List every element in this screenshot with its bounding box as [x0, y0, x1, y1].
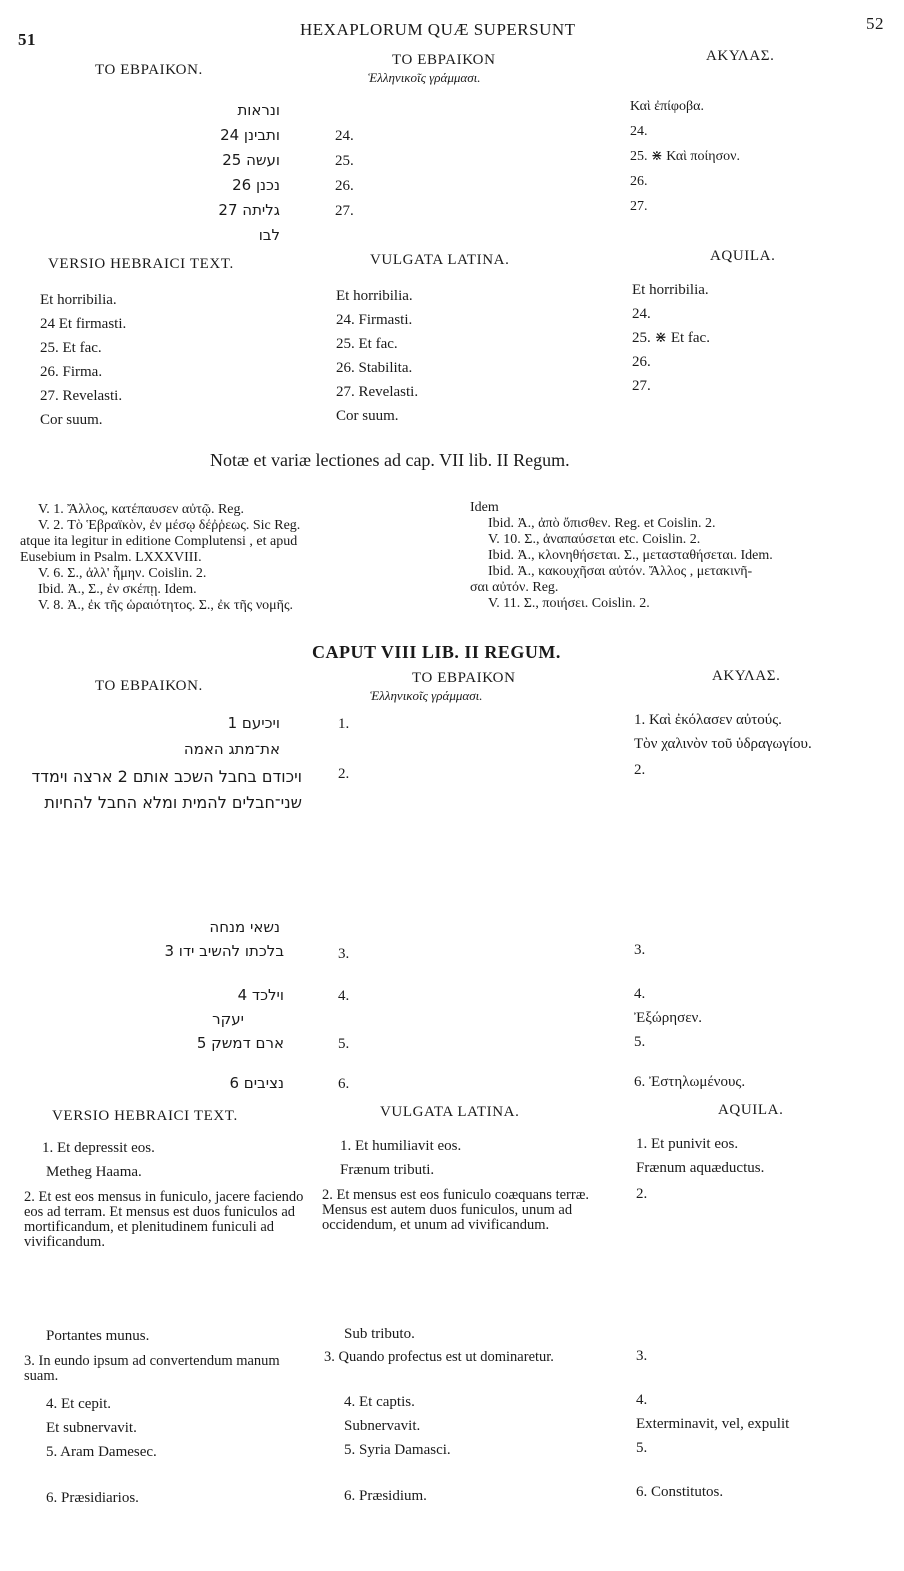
latin-head-aquila: AQUILA.: [710, 248, 776, 264]
aquila-line: 27.: [630, 199, 648, 214]
versio-line: 24 Et firmasti.: [40, 316, 127, 332]
col-head-hebrew-greek-2: ΤΟ ΕΒΡΑΙΚΟΝ: [412, 670, 516, 686]
verse-number: 26.: [335, 178, 354, 194]
vulgata-line: 27. Revelasti.: [336, 384, 419, 400]
verse-number: 27.: [335, 203, 354, 219]
col-head-hebrew-greek: ΤΟ ΕΒΡΑΙΚΟΝ: [392, 52, 496, 68]
vulgata2-v6: 6. Præsidium.: [344, 1488, 427, 1504]
versio-line: Cor suum.: [40, 412, 103, 428]
verse-number: 24.: [335, 128, 354, 144]
note-line: Ibid. Ἀ., ἀπὸ ὄπισθεν. Reg. et Coislin. 2.: [488, 516, 716, 531]
note-line: V. 6. Σ., ἀλλ' ἧμην. Coislin. 2.: [38, 566, 207, 581]
note-line: Ibid. Ἀ., κακουχῆσαι αὐτόν. Ἄλλος , μετακινῆ-: [488, 564, 753, 579]
hebrew-line: לבו: [258, 226, 280, 244]
versio2-v4b: Et subnervavit.: [46, 1420, 137, 1436]
versio2-v4: 4. Et cepit.: [46, 1396, 111, 1412]
versio-line: 25. Et fac.: [40, 340, 102, 356]
col-head-hebrew-greek-sub: Ἑλληνικοῖς γράμμασι.: [368, 70, 481, 85]
aquila2-v6: 6. Constitutos.: [636, 1484, 724, 1500]
vulgata-line: 24. Firmasti.: [336, 312, 413, 328]
versio-line: 27. Revelasti.: [40, 388, 123, 404]
note-line: Idem: [470, 500, 499, 515]
note-line: V. 1. Ἄλλος, κατέπαυσεν αὐτῷ. Reg.: [38, 502, 245, 517]
col-head-aquila: ΑΚΥΛΑΣ.: [706, 48, 775, 64]
greek-translit-block-1: [335, 124, 354, 224]
vulgata2-v4: 4. Et captis.: [344, 1394, 415, 1410]
latin-head-vulgata: VULGATA LATINA.: [370, 252, 510, 268]
greek-num-4: 4.: [338, 988, 350, 1004]
versio2-v1: 1. Et depressit eos.: [42, 1140, 155, 1156]
hebrew-v2: ויכודם בחבל השכב אותם 2 ארצה וימדד שני־חבלים להמית ומלא החבל להחיות: [31, 767, 302, 812]
verse-number: 25.: [335, 153, 354, 169]
col-head-hebrew-2: ΤΟ ΕΒΡΑΙΚΟΝ.: [95, 678, 203, 694]
aquila2-v2: 2.: [636, 1186, 648, 1202]
greek-num-2: 2.: [338, 766, 350, 782]
hebrew-v2b: נשאי מנחה: [209, 918, 280, 936]
aquila-latin-line: 25. ⋇ Et fac.: [632, 330, 710, 346]
vulgata2-v1: 1. Et humiliavit eos.: [340, 1138, 462, 1154]
chapter-title: CAPUT VIII LIB. II REGUM.: [312, 642, 561, 662]
aquila2-v4b: Exterminavit, vel, expulit: [636, 1416, 790, 1432]
vulgata-line: Et horribilia.: [336, 288, 413, 304]
hebrew-line: ונראות: [237, 101, 280, 119]
aquila-v3: 3.: [634, 942, 646, 958]
greek-num-3: 3.: [338, 946, 350, 962]
aquila-v1: 1. Καὶ ἐκόλασεν αὐτούς.: [634, 712, 782, 728]
hebrew-line: נכנן 26: [232, 176, 280, 194]
hebrew-line: גליתה 27: [218, 201, 280, 219]
greek-num-6: 6.: [338, 1076, 350, 1092]
vulgata-block-1: [336, 284, 418, 428]
aquila-greek-block-1: [630, 94, 740, 219]
aquila-line: 25. ⋇ Καὶ ποίησον.: [630, 149, 740, 164]
notes-left-column: [20, 502, 300, 614]
notes-title: Notæ et variæ lectiones ad cap. VII lib. II Regum.: [210, 450, 570, 470]
latin-head-aquila-2: AQUILA.: [718, 1102, 784, 1118]
hebrew-line: ועשה 25: [222, 151, 280, 169]
versio2-v3: 3. In eundo ipsum ad convertendum manum suam.: [24, 1353, 280, 1384]
page-number-left: 51: [18, 30, 36, 49]
aquila-v5: 5.: [634, 1034, 646, 1050]
page-number-right: 52: [866, 14, 884, 33]
aquila-latin-block-1: [632, 278, 710, 398]
vulgata-line: 25. Et fac.: [336, 336, 398, 352]
vulgata2-v2b: Sub tributo.: [344, 1326, 415, 1342]
hebrew-v3: בלכתו להשיב ידו 3: [164, 942, 284, 960]
aquila-latin-line: 27.: [632, 378, 651, 394]
aquila-v2: 2.: [634, 762, 646, 778]
vulgata2-v4b: Subnervavit.: [344, 1418, 421, 1434]
note-line: atque ita legitur in editione Complutensi , et apud: [20, 534, 298, 549]
aquila-v6: 6. Ἐστηλωμένους.: [634, 1074, 746, 1090]
aquila-latin-line: Et horribilia.: [632, 282, 709, 298]
hebrew-v1: ויכיעם 1: [227, 714, 280, 732]
aquila2-v1b: Frænum aquæductus.: [636, 1160, 765, 1176]
hebrew-v4: וילכד 4: [237, 986, 284, 1004]
notes-right-column: [470, 500, 773, 612]
latin-head-versio-2: VERSIO HEBRAICI TEXT.: [52, 1108, 238, 1124]
latin-head-versio: VERSIO HEBRAICI TEXT.: [48, 256, 234, 272]
aquila2-v3: 3.: [636, 1348, 648, 1364]
vulgata-line: 26. Stabilita.: [336, 360, 413, 376]
latin-head-vulgata-2: VULGATA LATINA.: [380, 1104, 520, 1120]
note-line: V. 8. Ἀ., ἐκ τῆς ὡραιότητος. Σ., ἐκ τῆς νομῆς.: [38, 598, 294, 613]
hebrew-v4b: יעקר: [212, 1010, 244, 1028]
col-head-hebrew: ΤΟ ΕΒΡΑΙΚΟΝ.: [95, 62, 203, 78]
versio2-v2: 2. Et est eos mensus in funiculo, jacere faciendo eos ad terram. Et mensus est duos funiculos ad mortificandum, et plenitudinem funiculi ad vivificandum.: [24, 1189, 304, 1250]
versio2-v6: 6. Præsidiarios.: [46, 1490, 139, 1506]
aquila2-v4: 4.: [636, 1392, 648, 1408]
hebrew-text-block-1: [80, 98, 280, 248]
aquila-line: 24.: [630, 124, 648, 139]
versio2-v5: 5. Aram Damesec.: [46, 1444, 157, 1460]
aquila-v1b: Τὸν χαλινὸν τοῦ ὑδραγωγίου.: [634, 736, 812, 752]
hebrew-v6: נציבים 6: [229, 1074, 284, 1092]
vulgata2-v5: 5. Syria Damasci.: [344, 1442, 451, 1458]
aquila2-v5: 5.: [636, 1440, 648, 1456]
aquila-latin-line: 24.: [632, 306, 651, 322]
aquila-v4b: Ἐξώρησεν.: [634, 1010, 703, 1026]
hebrew-v1b: את־מתג האמה: [183, 740, 280, 758]
vulgata2-v3: 3. Quando profectus est ut dominaretur.: [324, 1349, 554, 1365]
note-line: V. 10. Σ., ἀναπαύσεται etc. Coislin. 2.: [488, 532, 701, 547]
vulgata-line: Cor suum.: [336, 408, 399, 424]
note-line: V. 11. Σ., ποιήσει. Coislin. 2.: [488, 596, 650, 611]
note-line: V. 2. Τὸ Ἑβραϊκὸν, ἐν μέσῳ δέῤῥεως. Sic Reg.: [38, 518, 301, 533]
aquila2-v1: 1. Et punivit eos.: [636, 1136, 739, 1152]
aquila-latin-line: 26.: [632, 354, 651, 370]
note-line: Ibid. Ἀ., κλονηθήσεται. Σ., μετασταθήσεται. Idem.: [488, 548, 773, 563]
greek-num-5: 5.: [338, 1036, 350, 1052]
versio-line: 26. Firma.: [40, 364, 103, 380]
vulgata2-v1b: Frænum tributi.: [340, 1162, 435, 1178]
running-title: HEXAPLORUM QUÆ SUPERSUNT: [300, 20, 576, 39]
aquila-v4: 4.: [634, 986, 646, 1002]
hebrew-line: ותבינן 24: [220, 126, 280, 144]
versio2-v1b: Metheg Haama.: [46, 1164, 142, 1180]
note-line: Eusebium in Psalm. LXXXVIII.: [20, 550, 202, 565]
versio-line: Et horribilia.: [40, 292, 117, 308]
versio-block-1: [40, 288, 126, 432]
hebrew-v5: ארם דמשק 5: [196, 1034, 284, 1052]
greek-num-1: 1.: [338, 716, 350, 732]
note-line: Ibid. Ἀ., Σ., ἐν σκέπῃ. Idem.: [38, 582, 197, 597]
aquila-line: 26.: [630, 174, 648, 189]
note-line: σαι αὐτόν. Reg.: [470, 580, 559, 595]
versio2-v2b: Portantes munus.: [46, 1328, 150, 1344]
vulgata2-v2: 2. Et mensus est eos funiculo coæquans terræ. Mensus est autem duos funiculos, unum ad occidendum, et unum ad vivificandum.: [322, 1187, 589, 1233]
col-head-aquila-2: ΑΚΥΛΑΣ.: [712, 668, 781, 684]
col-head-hebrew-greek-sub-2: Ἑλληνικοῖς γράμμασι.: [370, 688, 483, 703]
aquila-line: Καὶ ἐπίφοβα.: [630, 99, 704, 114]
